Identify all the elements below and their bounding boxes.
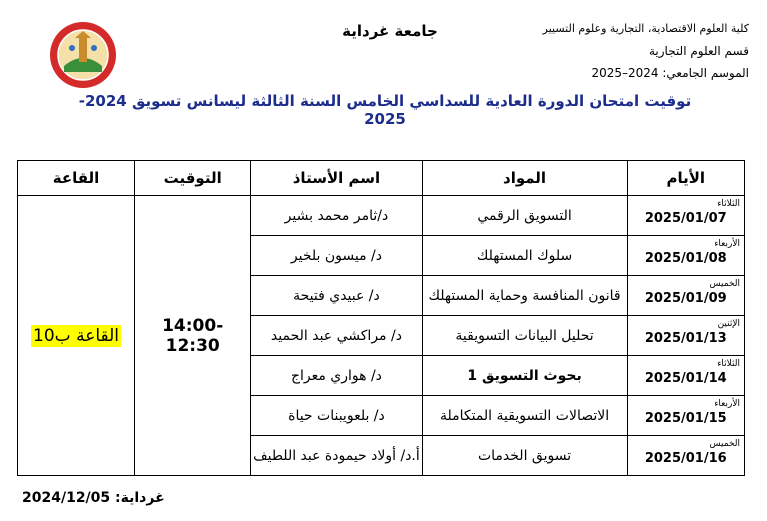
exam-date: 2025/01/15 — [644, 411, 727, 426]
day-cell — [627, 316, 745, 356]
exam-date: 2025/01/16 — [644, 451, 727, 466]
time-cell: 14:00-12:30 — [135, 196, 251, 476]
department-name: قسم العلوم التجارية — [648, 44, 749, 58]
table-header-row — [18, 161, 745, 196]
day-name: الخميس — [709, 279, 740, 289]
day-cell — [627, 236, 745, 276]
professor-cell: د/ عبيدي فتيحة — [251, 276, 422, 316]
professor-cell: د/ هواري معراج — [251, 356, 422, 396]
day-cell — [627, 436, 745, 476]
header-professor: اسم الأستاذ — [251, 161, 422, 196]
header-room: القاعة — [18, 161, 135, 196]
day-cell — [627, 276, 745, 316]
day-cell — [627, 356, 745, 396]
page-title: توقيت امتحان الدورة العادية للسداسي الخامس السنة الثالثة ليسانس تسويق 2024-2025 — [78, 92, 692, 128]
professor-cell: د/ بلعويبنات حياة — [251, 396, 422, 436]
document-date: غرداية: 2024/12/05 — [22, 490, 165, 506]
day-cell — [627, 196, 745, 236]
header-time: التوقيت — [135, 161, 251, 196]
day-cell — [627, 396, 745, 436]
room-label: القاعة ب10 — [33, 325, 120, 346]
day-name: الأربعاء — [714, 239, 740, 249]
university-logo — [48, 20, 118, 90]
subject-cell: الاتصالات التسويقية المتكاملة — [422, 396, 627, 436]
subject-cell: التسويق الرقمي — [422, 196, 627, 236]
exam-date: 2025/01/13 — [644, 331, 727, 346]
subject-cell: بحوث التسويق 1 — [422, 356, 627, 396]
day-name: الإثنين — [717, 319, 740, 329]
day-name: الثلاثاء — [717, 199, 740, 209]
subject-cell: تحليل البيانات التسويقية — [422, 316, 627, 356]
academic-season: الموسم الجامعي: 2024–2025 — [591, 66, 749, 80]
exam-date: 2025/01/09 — [644, 291, 727, 306]
university-name: جامعة غرداية — [342, 22, 438, 40]
professor-cell: أ.د/ أولاد حيمودة عبد اللطيف — [251, 436, 422, 476]
header-subjects: المواد — [422, 161, 627, 196]
professor-cell: د/ثامر محمد بشير — [251, 196, 422, 236]
subject-cell: قانون المنافسة وحماية المستهلك — [422, 276, 627, 316]
professor-cell: د/ مراكشي عبد الحميد — [251, 316, 422, 356]
faculty-name: كلية العلوم الاقتصادية، التجارية وعلوم التسيير — [542, 22, 749, 35]
faculty-header — [489, 18, 749, 84]
exam-schedule-table — [17, 160, 745, 476]
professor-cell: د/ ميسون بلخير — [251, 236, 422, 276]
exam-date: 2025/01/07 — [644, 211, 727, 226]
exam-date: 2025/01/08 — [644, 251, 727, 266]
table-row — [18, 196, 745, 236]
day-name: الأربعاء — [714, 399, 740, 409]
header-days: الأيام — [627, 161, 745, 196]
exam-date: 2025/01/14 — [644, 371, 727, 386]
room-cell — [18, 196, 135, 476]
day-name: الخميس — [709, 439, 740, 449]
day-name: الثلاثاء — [717, 359, 740, 369]
subject-cell: تسويق الخدمات — [422, 436, 627, 476]
subject-cell: سلوك المستهلك — [422, 236, 627, 276]
